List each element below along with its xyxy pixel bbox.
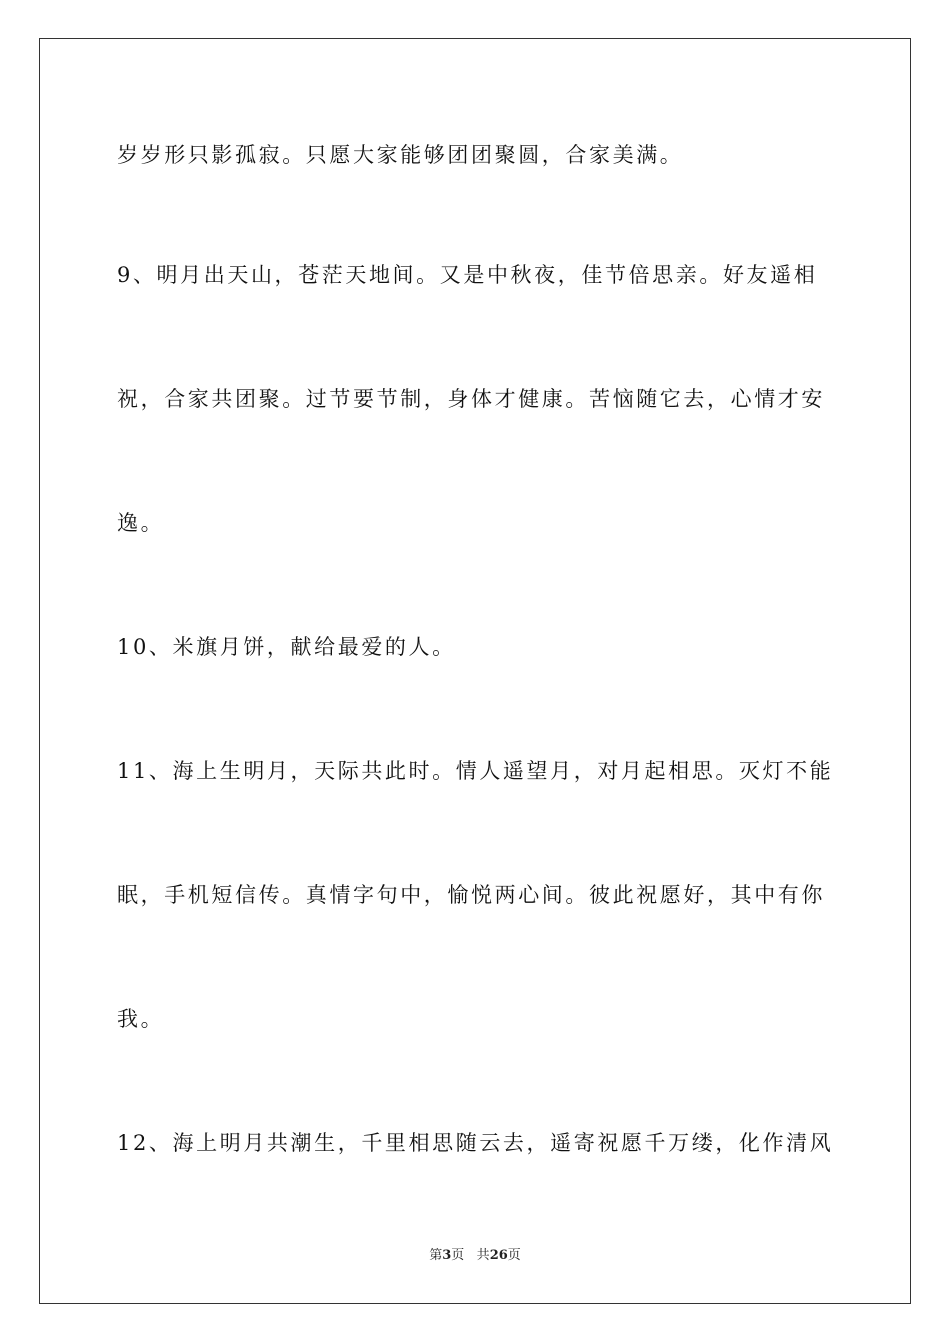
footer-total-suffix: 页 — [507, 1248, 521, 1263]
text-line-3: 祝，合家共团聚。过节要节制，身体才健康。苦恼随它去，心情才安 — [117, 387, 825, 411]
text-line-9: 12、海上明月共潮生，千里相思随云去，遥寄祝愿千万缕，化作清风 — [117, 1131, 834, 1155]
footer-page-suffix: 页 — [451, 1248, 465, 1263]
page-footer — [0, 1248, 950, 1264]
page-border — [39, 38, 911, 1304]
footer-total-prefix: 共 — [476, 1248, 490, 1263]
text-line-4: 逸。 — [117, 511, 165, 535]
footer-page-prefix: 第 — [429, 1248, 443, 1263]
text-line-1: 岁岁形只影孤寂。只愿大家能够团团聚圆，合家美满。 — [117, 143, 684, 167]
text-line-5: 10、米旗月饼，献给最爱的人。 — [117, 635, 456, 659]
text-line-2: 9、明月出天山，苍茫天地间。又是中秋夜，佳节倍思亲。好友遥相 — [117, 263, 818, 287]
footer-page-number: 3 — [442, 1248, 452, 1263]
text-line-6: 11、海上生明月，天际共此时。情人遥望月，对月起相思。灭灯不能 — [117, 759, 834, 783]
footer-total-pages: 26 — [489, 1248, 508, 1263]
text-line-8: 我。 — [117, 1007, 165, 1031]
text-line-7: 眠，手机短信传。真情字句中，愉悦两心间。彼此祝愿好，其中有你 — [117, 883, 825, 907]
